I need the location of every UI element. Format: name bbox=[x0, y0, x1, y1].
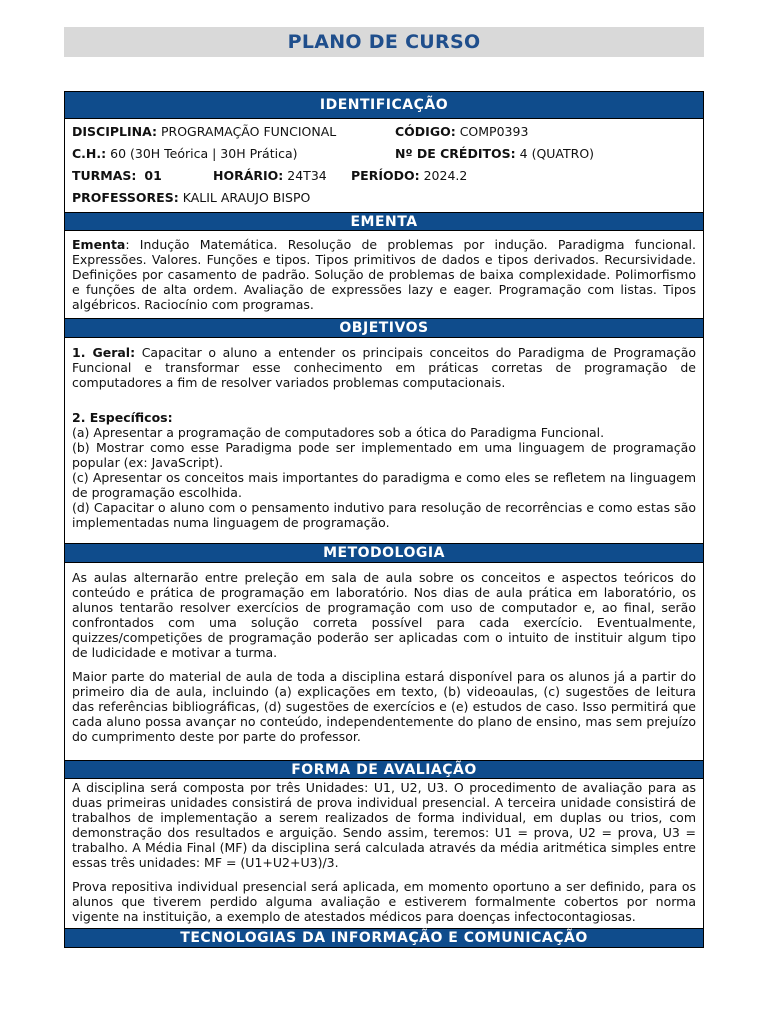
disciplina-row bbox=[72, 124, 336, 139]
avaliacao-paragraph-1: A disciplina será composta por três Unidades: U1, U2, U3. O procedimento de avaliação para as duas primeiras unidades consistirá de prova individual presencial. A terceira unidade consistirá de trabalhos de implementação a serem realizados de forma individual, em duplas ou trios, com demonstração dos resultados e arguição. Sendo assim, teremos: U1 = prova, U2 = prova, U3 = trabalho. A Média Final (MF) da disciplina será calculada através da média aritmética simples entre essas três unidades: MF = (U1+U2+U3)/3. bbox=[72, 780, 696, 870]
creditos-value: 4 (QUATRO) bbox=[519, 146, 595, 161]
codigo-row bbox=[395, 124, 528, 139]
professores-value: KALIL ARAUJO BISPO bbox=[182, 190, 311, 205]
metodologia-paragraph-2: Maior parte do material de aula de toda a disciplina estará disponível para os alunos já a partir do primeiro dia de aula, incluindo (a) explicações em texto, (b) videoaulas, (c) sugestões de leitura das referências bibliográficas, (d) sugestões de exercícios e (e) estudos de caso. Isso permitirá que cada aluno possa avançar no conteúdo, independentemente do plano de ensino, mas sem prejuízo do cumprimento deste por parte do professor. bbox=[72, 669, 696, 744]
periodo-value: 2024.2 bbox=[423, 168, 468, 183]
objetivos-body bbox=[72, 345, 696, 530]
ch-value: 60 (30H Teórica | 30H Prática) bbox=[110, 146, 298, 161]
metodologia-paragraph-1: As aulas alternarão entre preleção em sala de aula sobre os conceitos e aspectos teóricos do conteúdo e prática de programação em laboratório. Nos dias de aula prática em laboratório, os alunos tentarão resolver exercícios de programação com uso de computador e, ao final, serão confrontados com uma solução correta possível para cada exercício. Eventualmente, quizzes/competições de programação poderão ser aplicadas com o intuito de instituir algum tipo de ludicidade e motivar a turma. bbox=[72, 570, 696, 660]
disciplina-label: DISCIPLINA: bbox=[72, 124, 157, 139]
periodo-label: PERÍODO: bbox=[351, 168, 420, 183]
ementa-text: : Indução Matemática. Resolução de problemas por indução. Paradigma funcional. Expressões. Valores. Funções e tipos. Tipos primitivos de dados e tipos derivados. Recursividade. Definições por casamento de padrão. Solução de problemas de baixa complexidade. Polimorfismo e funções de alta ordem. Avaliação de expressões lazy e eager. Programação com listas. Tipos algébricos. Raciocínio com programas. bbox=[72, 237, 696, 312]
avaliacao-header: FORMA DE AVALIAÇÃO bbox=[65, 760, 703, 779]
turmas-value: 01 bbox=[144, 168, 162, 183]
ementa-label: Ementa bbox=[72, 237, 126, 252]
avaliacao-body bbox=[72, 780, 696, 924]
identificacao-header: IDENTIFICAÇÃO bbox=[65, 92, 703, 119]
tecnologias-header: TECNOLOGIAS DA INFORMAÇÃO E COMUNICAÇÃO bbox=[65, 928, 703, 947]
objetivo-geral-label: 1. Geral: bbox=[72, 345, 136, 360]
professores-label: PROFESSORES: bbox=[72, 190, 179, 205]
horario-value: 24T34 bbox=[287, 168, 327, 183]
turmas-label: TURMAS: bbox=[72, 168, 137, 183]
objetivo-geral-text: Capacitar o aluno a entender os principais conceitos do Paradigma de Programação Funcional e transformar esse conhecimento em práticas corretas de programação de computadores a fim de resolver variados problemas computacionais. bbox=[72, 345, 696, 390]
metodologia-body bbox=[72, 570, 696, 744]
horario-row bbox=[213, 168, 327, 183]
ch-label: C.H.: bbox=[72, 146, 107, 161]
ementa-body bbox=[72, 237, 696, 312]
professores-row bbox=[72, 190, 310, 205]
objetivos-header: OBJETIVOS bbox=[65, 318, 703, 338]
objetivo-especifico-b: (b) Mostrar como esse Paradigma pode ser implementado em uma linguagem de programação popular (ex: JavaScript). bbox=[72, 440, 696, 470]
metodologia-header: METODOLOGIA bbox=[65, 543, 703, 563]
ementa-header: EMENTA bbox=[65, 212, 703, 231]
codigo-value: COMP0393 bbox=[459, 124, 529, 139]
page-title: PLANO DE CURSO bbox=[287, 31, 481, 53]
periodo-row bbox=[351, 168, 467, 183]
creditos-row bbox=[395, 146, 594, 161]
horario-label: HORÁRIO: bbox=[213, 168, 284, 183]
objetivo-especifico-c: (c) Apresentar os conceitos mais importantes do paradigma e como eles se refletem na linguagem de programação escolhida. bbox=[72, 470, 696, 500]
codigo-label: CÓDIGO: bbox=[395, 124, 456, 139]
title-bar bbox=[64, 27, 704, 57]
objetivo-especifico-a: (a) Apresentar a programação de computadores sob a ótica do Paradigma Funcional. bbox=[72, 425, 605, 440]
creditos-label: Nº DE CRÉDITOS: bbox=[395, 146, 516, 161]
objetivo-especifico-d: (d) Capacitar o aluno com o pensamento indutivo para resolução de recorrências e como estas são implementadas numa linguagem de programação. bbox=[72, 500, 696, 530]
objetivos-especificos-label: 2. Específicos: bbox=[72, 410, 173, 425]
turmas-row bbox=[72, 168, 162, 183]
course-plan-table bbox=[64, 91, 704, 948]
disciplina-value: PROGRAMAÇÃO FUNCIONAL bbox=[160, 124, 337, 139]
avaliacao-paragraph-2: Prova repositiva individual presencial será aplicada, em momento oportuno a ser definido, para os alunos que tiverem perdido alguma avaliação e estiverem formalmente cobertos por norma vigente na instituição, a exemplo de atestados médicos para doenças infectocontagiosas. bbox=[72, 879, 696, 924]
ch-row bbox=[72, 146, 298, 161]
